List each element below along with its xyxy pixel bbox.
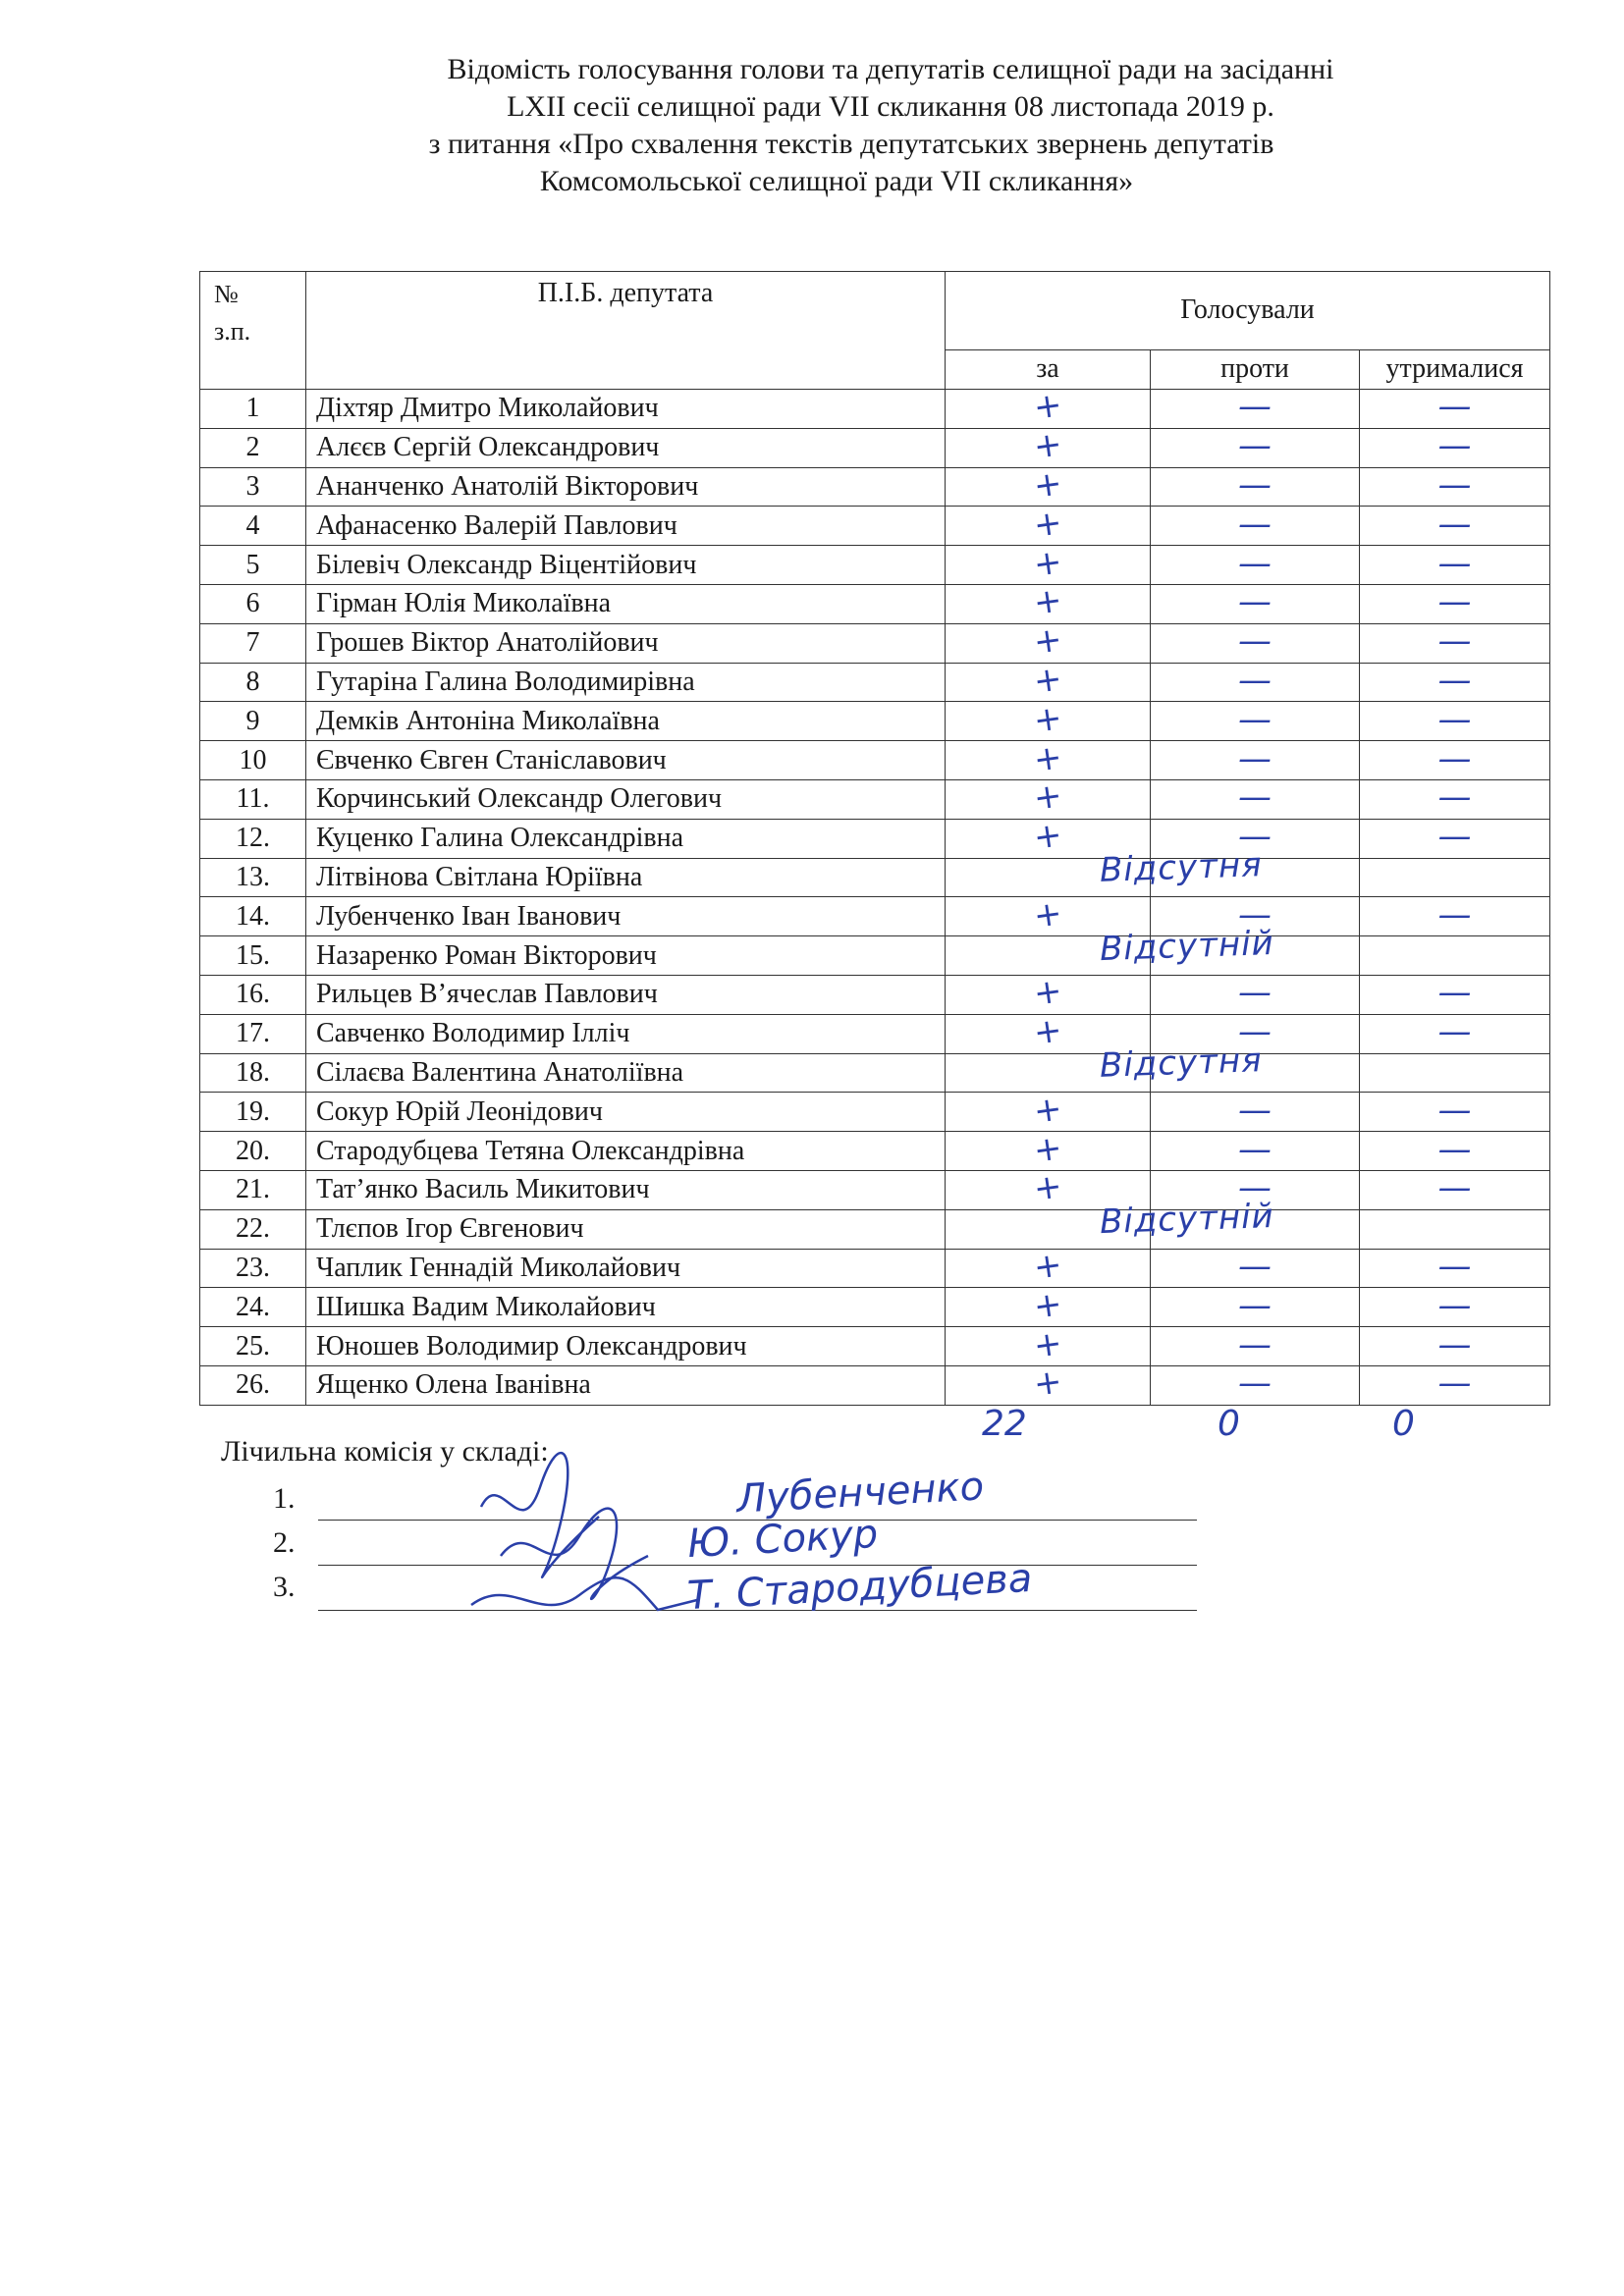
vote-for-cell: [946, 697, 1151, 741]
vote-for-cell: [946, 385, 1151, 429]
row-number: 9: [200, 702, 306, 741]
plus-mark: +: [1031, 1322, 1064, 1366]
vote-abstained-cell: [1360, 543, 1550, 585]
header-for: за: [946, 349, 1151, 389]
vote-against-cell: [1151, 1324, 1360, 1366]
absent-note: Відсутня: [1099, 845, 1264, 890]
plus-mark: +: [1031, 1362, 1064, 1406]
row-number: 26.: [200, 1365, 306, 1405]
deputy-name: Алєєв Сергій Олександрович: [306, 428, 946, 467]
vote-against-cell: [1151, 428, 1360, 467]
dash-mark: —: [1437, 621, 1472, 662]
table-row: [200, 546, 1550, 585]
vote-for-cell: [946, 502, 1151, 546]
dash-mark: —: [1238, 582, 1272, 622]
plus-mark: +: [1031, 580, 1064, 624]
commission-label: Лічильна комісія у складі:: [221, 1435, 549, 1468]
dash-mark: —: [1437, 699, 1472, 739]
table-row: [200, 975, 1550, 1014]
table-row: [200, 390, 1550, 429]
vote-against-cell: [1151, 1129, 1360, 1171]
absent-note: Відсутній: [1099, 923, 1275, 969]
vote-abstained-cell: [1360, 779, 1550, 819]
row-number: 24.: [200, 1288, 306, 1327]
plus-mark: +: [1031, 1283, 1064, 1327]
row-number: 8: [200, 663, 306, 702]
vote-abstained-cell: [1360, 387, 1550, 429]
plus-mark: +: [1031, 385, 1064, 429]
title-line-2: LXII сесії селищної ради VII скликання 08 листопада 2019 р.: [507, 90, 1274, 123]
deputy-name: Демків Антоніна Миколаївна: [306, 702, 946, 741]
deputy-name: Гутаріна Галина Володимирівна: [306, 663, 946, 702]
vote-against-cell: [1151, 1285, 1360, 1327]
vote-for-cell: [946, 463, 1151, 507]
row-number: 23.: [200, 1249, 306, 1288]
absent-note: Відсутній: [1099, 1197, 1275, 1243]
dash-mark: —: [1238, 426, 1272, 466]
vote-against-cell: [1151, 387, 1360, 429]
dash-mark: —: [1238, 660, 1272, 700]
table-row: [200, 741, 1550, 780]
row-number: 12.: [200, 819, 306, 858]
dash-mark: —: [1437, 894, 1472, 934]
vote-for-cell: [946, 580, 1151, 624]
vote-for-cell: [946, 619, 1151, 663]
deputy-name: Савченко Володимир Ілліч: [306, 1014, 946, 1053]
plus-mark: +: [1031, 541, 1064, 585]
row-number: 5: [200, 546, 306, 585]
vote-abstained-cell: [1360, 1324, 1550, 1366]
dash-mark: —: [1437, 1363, 1472, 1404]
vote-abstained-cell: [1360, 660, 1550, 702]
dash-mark: —: [1238, 1285, 1272, 1325]
dash-mark: —: [1437, 973, 1472, 1013]
plus-mark: +: [1031, 736, 1064, 780]
vote-abstained-cell: [1360, 1285, 1550, 1327]
deputy-name: Ананченко Анатолій Вікторович: [306, 467, 946, 507]
table-row: [200, 507, 1550, 546]
dash-mark: —: [1238, 1363, 1272, 1404]
total-for: 22: [982, 1404, 1027, 1444]
deputy-name: Стародубцева Тетяна Олександрівна: [306, 1132, 946, 1171]
plus-mark: +: [1031, 1127, 1064, 1171]
dash-mark: —: [1238, 817, 1272, 857]
dash-mark: —: [1437, 660, 1472, 700]
header-number-abbr: з.п.: [214, 317, 251, 346]
deputy-name: Сілаєва Валентина Анатоліївна: [306, 1053, 946, 1093]
deputy-name: Корчинський Олександр Олегович: [306, 779, 946, 819]
table-row: [200, 663, 1550, 702]
dash-mark: —: [1437, 738, 1472, 778]
deputy-name: Грошев Віктор Анатолійович: [306, 623, 946, 663]
vote-for-cell: [946, 971, 1151, 1015]
deputy-name: Діхтяр Дмитро Миколайович: [306, 390, 946, 429]
row-number: 22.: [200, 1209, 306, 1249]
plus-mark: +: [1031, 424, 1064, 467]
vote-against-cell: [1151, 660, 1360, 702]
deputy-name: Юношев Володимир Олександрович: [306, 1327, 946, 1366]
deputy-name: Шишка Вадим Миколайович: [306, 1288, 946, 1327]
vote-against-cell: [1151, 584, 1360, 623]
vote-against-cell: [1151, 504, 1360, 546]
vote-abstained-cell: [1360, 428, 1550, 467]
row-number: 1: [200, 390, 306, 429]
total-against: 0: [1218, 1404, 1240, 1444]
signature-3: Т. Стародубцева: [686, 1555, 1034, 1620]
header-voted: Голосували: [946, 272, 1550, 350]
vote-against-cell: [1151, 1246, 1360, 1288]
row-number: 2: [200, 428, 306, 467]
deputy-name: Білевіч Олександр Віцентійович: [306, 546, 946, 585]
vote-abstained-cell: [1360, 584, 1550, 623]
dash-mark: —: [1437, 1129, 1472, 1169]
table-row: [200, 1327, 1550, 1366]
dash-mark: —: [1238, 543, 1272, 583]
row-number: 3: [200, 467, 306, 507]
vote-abstained-cell: [1360, 936, 1550, 976]
plus-mark: +: [1031, 619, 1064, 663]
deputy-name: Сокур Юрій Леонідович: [306, 1093, 946, 1132]
table-row: [200, 819, 1550, 858]
header-against: проти: [1151, 349, 1360, 389]
vote-for-cell: [946, 1362, 1151, 1406]
vote-abstained-cell: [1360, 975, 1550, 1014]
vote-against-cell: [1151, 623, 1360, 663]
vote-against-cell: [1151, 464, 1360, 507]
vote-abstained-cell: [1360, 699, 1550, 741]
dash-mark: —: [1437, 1246, 1472, 1286]
vote-for-cell: [946, 659, 1151, 702]
vote-abstained-cell: [1360, 504, 1550, 546]
dash-mark: —: [1238, 621, 1272, 662]
vote-abstained-cell: [1360, 738, 1550, 780]
row-number: 14.: [200, 897, 306, 936]
header-number-sign: №: [214, 280, 239, 308]
table-row: [200, 897, 1550, 936]
vote-for-cell: [946, 541, 1151, 585]
dash-mark: —: [1437, 464, 1472, 505]
row-number: 7: [200, 623, 306, 663]
vote-against-cell: [1151, 1090, 1360, 1132]
document-title: [0, 51, 1624, 200]
dash-mark: —: [1437, 582, 1472, 622]
deputy-name: Гірман Юлія Миколаївна: [306, 584, 946, 623]
total-abstained: 0: [1392, 1404, 1415, 1444]
signature-1: Лубенченко: [734, 1464, 986, 1522]
voting-table: [199, 271, 1550, 1406]
dash-mark: —: [1238, 1168, 1272, 1208]
plus-mark: +: [1031, 1088, 1064, 1132]
dash-mark: —: [1238, 777, 1272, 818]
table-row: [200, 936, 1550, 976]
vote-abstained-cell: [1360, 819, 1550, 858]
plus-mark: +: [1031, 815, 1064, 858]
vote-abstained-cell: [1360, 858, 1550, 897]
table-row: [200, 1014, 1550, 1053]
vote-abstained-cell: [1360, 1246, 1550, 1288]
deputy-name: Назаренко Роман Вікторович: [306, 936, 946, 976]
title-line-4: Комсомольської селищної ради VII скликання»: [539, 165, 1134, 197]
dash-mark: —: [1437, 1285, 1472, 1325]
table-row: [200, 779, 1550, 819]
table-row: [200, 467, 1550, 507]
deputy-name: Євченко Євген Станіславович: [306, 741, 946, 780]
vote-against-cell: [1151, 1365, 1360, 1405]
vote-abstained-cell: [1360, 1170, 1550, 1209]
plus-mark: +: [1031, 775, 1064, 820]
deputy-name: Літвінова Світлана Юріївна: [306, 858, 946, 897]
plus-mark: +: [1031, 659, 1064, 702]
vote-for-cell: [946, 424, 1151, 467]
table-row: [200, 1288, 1550, 1327]
dash-mark: —: [1437, 426, 1472, 466]
vote-abstained-cell: [1360, 1014, 1550, 1053]
row-number: 18.: [200, 1053, 306, 1093]
table-row: [200, 428, 1550, 467]
dash-mark: —: [1238, 464, 1272, 505]
title-line-3: з питання «Про схвалення текстів депутатських звернень депутатів: [428, 128, 1274, 160]
vote-for-cell: [946, 1283, 1151, 1327]
vote-against-cell: [1151, 975, 1360, 1014]
vote-abstained-cell: [1360, 623, 1550, 663]
dash-mark: —: [1437, 387, 1472, 427]
plus-mark: +: [1031, 502, 1064, 546]
table-row: [200, 1132, 1550, 1171]
signature-line-2: [318, 1565, 1197, 1566]
dash-mark: —: [1238, 1012, 1272, 1052]
title-line-1: Відомість голосування голови та депутатів селищної ради на засіданні: [447, 53, 1334, 85]
plus-mark: +: [1031, 1010, 1064, 1053]
table-row: [200, 1249, 1550, 1288]
plus-mark: +: [1031, 1166, 1064, 1210]
vote-abstained-cell: [1360, 1209, 1550, 1249]
table-row: [200, 702, 1550, 741]
dash-mark: —: [1437, 1012, 1472, 1052]
dash-mark: —: [1437, 777, 1472, 818]
table-row: [200, 1209, 1550, 1249]
vote-against-cell: [1151, 699, 1360, 741]
row-number: 21.: [200, 1170, 306, 1209]
deputy-name: Куценко Галина Олександрівна: [306, 819, 946, 858]
vote-for-cell: [946, 736, 1151, 780]
signature-scribbles: [461, 1428, 756, 1634]
plus-mark: +: [1031, 971, 1064, 1015]
row-number: 19.: [200, 1093, 306, 1132]
row-number: 25.: [200, 1327, 306, 1366]
row-number: 13.: [200, 858, 306, 897]
deputy-name: Тат’янко Василь Микитович: [306, 1170, 946, 1209]
plus-mark: +: [1031, 463, 1064, 507]
dash-mark: —: [1437, 543, 1472, 583]
row-number: 15.: [200, 936, 306, 976]
vote-abstained-cell: [1360, 1090, 1550, 1132]
dash-mark: —: [1238, 1090, 1272, 1130]
table-row: [200, 1170, 1550, 1209]
plus-mark: +: [1031, 1245, 1064, 1288]
vote-for-cell: [946, 1322, 1151, 1366]
vote-abstained-cell: [1360, 464, 1550, 507]
dash-mark: —: [1437, 1324, 1472, 1364]
vote-for-cell: [946, 775, 1151, 820]
deputy-name: Лубенченко Іван Іванович: [306, 897, 946, 936]
header-number: [200, 272, 306, 390]
dash-mark: —: [1437, 1090, 1472, 1130]
vote-against-cell: [1151, 738, 1360, 780]
dash-mark: —: [1238, 1129, 1272, 1169]
row-number: 16.: [200, 975, 306, 1014]
table-body: [200, 385, 1550, 1406]
commission-member-2-num: 2.: [273, 1526, 296, 1559]
dash-mark: —: [1437, 817, 1472, 857]
deputy-name: Афанасенко Валерій Павлович: [306, 507, 946, 546]
table-row: [200, 1365, 1550, 1405]
deputy-name: Тлєпов Ігор Євгенович: [306, 1209, 946, 1249]
vote-against-cell: [1151, 543, 1360, 585]
dash-mark: —: [1437, 1168, 1472, 1208]
row-number: 17.: [200, 1014, 306, 1053]
table-row: [200, 1093, 1550, 1132]
table-row: [200, 858, 1550, 897]
plus-mark: +: [1031, 892, 1064, 936]
dash-mark: —: [1238, 973, 1272, 1013]
table-row: [200, 1053, 1550, 1093]
vote-for-cell: [946, 1088, 1151, 1132]
deputy-name: Ященко Олена Іванівна: [306, 1365, 946, 1405]
absent-note: Відсутня: [1099, 1041, 1264, 1086]
vote-for-cell: [946, 1245, 1151, 1288]
dash-mark: —: [1238, 504, 1272, 544]
row-number: 10: [200, 741, 306, 780]
commission-member-1-num: 1.: [273, 1482, 296, 1515]
dash-mark: —: [1238, 387, 1272, 427]
table-row: [200, 584, 1550, 623]
header-abstained: утрималися: [1360, 349, 1550, 389]
dash-mark: —: [1238, 738, 1272, 778]
signature-2: Ю. Сокур: [685, 1511, 880, 1568]
vote-for-cell: [946, 1127, 1151, 1171]
deputy-name: Чаплик Геннадій Миколайович: [306, 1249, 946, 1288]
dash-mark: —: [1238, 699, 1272, 739]
dash-mark: —: [1238, 1246, 1272, 1286]
row-number: 4: [200, 507, 306, 546]
vote-against-cell: [1151, 779, 1360, 819]
vote-abstained-cell: [1360, 1365, 1550, 1405]
header-name: П.І.Б. депутата: [306, 272, 946, 390]
dash-mark: —: [1238, 894, 1272, 934]
dash-mark: —: [1437, 504, 1472, 544]
plus-mark: +: [1031, 697, 1064, 741]
vote-abstained-cell: [1360, 1053, 1550, 1093]
table-row: [200, 623, 1550, 663]
row-number: 6: [200, 584, 306, 623]
deputy-name: Рильцев В’ячеслав Павлович: [306, 975, 946, 1014]
dash-mark: —: [1238, 1324, 1272, 1364]
vote-abstained-cell: [1360, 894, 1550, 936]
row-number: 11.: [200, 779, 306, 819]
vote-abstained-cell: [1360, 1129, 1550, 1171]
row-number: 20.: [200, 1132, 306, 1171]
commission-member-3-num: 3.: [273, 1571, 296, 1603]
